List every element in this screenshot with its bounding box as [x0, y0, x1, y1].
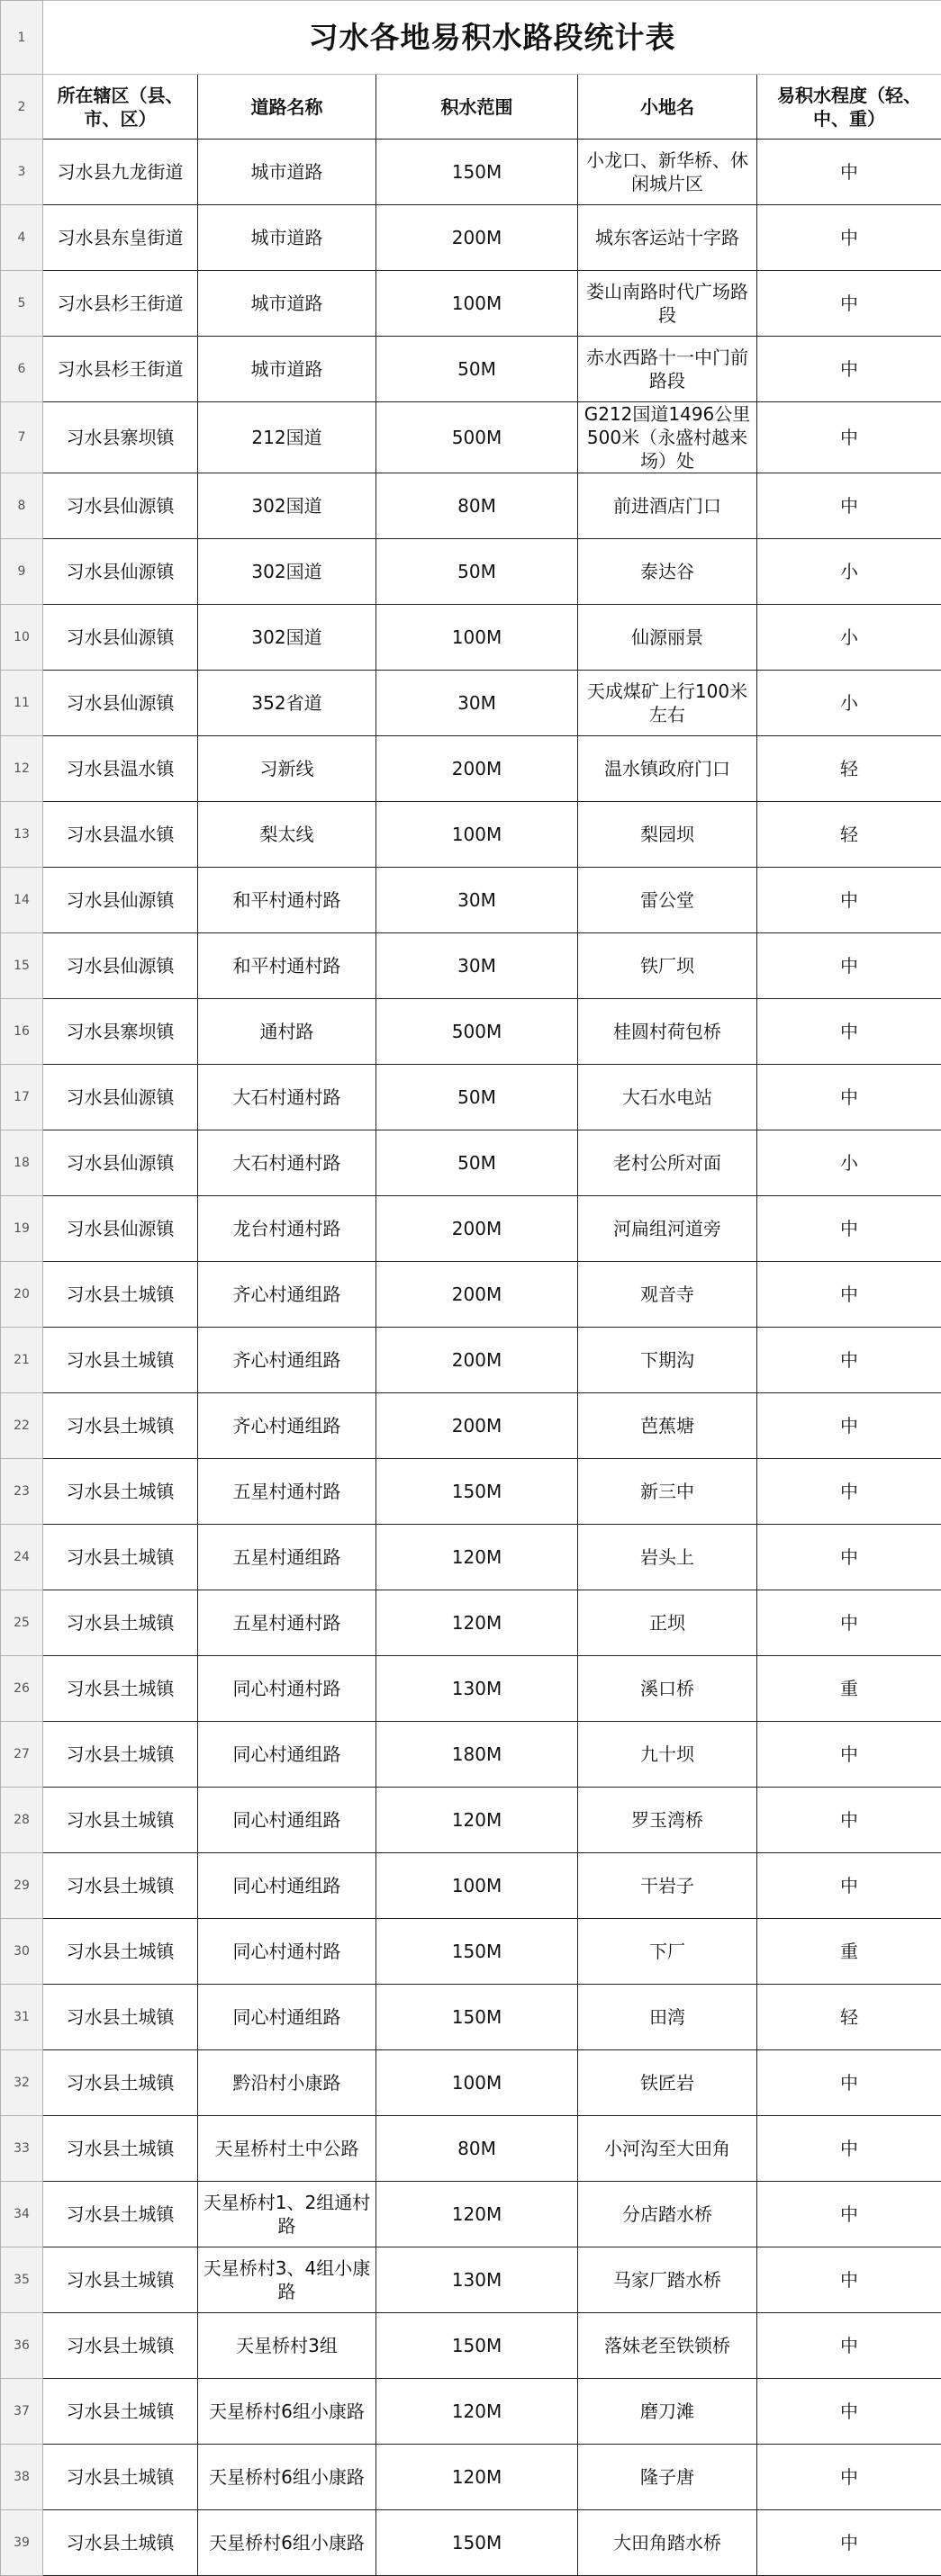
row-number[interactable]: 31	[1, 1985, 43, 2050]
cell-district[interactable]: 习水县土城镇	[43, 2247, 198, 2313]
row-number[interactable]: 32	[1, 2050, 43, 2116]
cell-place-name[interactable]: 干岩子	[578, 1853, 757, 1919]
cell-road-name[interactable]: 同心村通村路	[198, 1656, 376, 1722]
row-number[interactable]: 36	[1, 2313, 43, 2379]
cell-place-name[interactable]: 罗玉湾桥	[578, 1788, 757, 1853]
cell-road-name[interactable]: 城市道路	[198, 140, 376, 205]
cell-range[interactable]: 150M	[376, 2510, 578, 2576]
cell-severity[interactable]: 中	[757, 933, 941, 999]
cell-place-name[interactable]: 岩头上	[578, 1525, 757, 1590]
cell-severity[interactable]: 轻	[757, 802, 941, 868]
cell-severity[interactable]: 中	[757, 2445, 941, 2510]
table-row	[1, 1328, 941, 1393]
cell-road-name[interactable]: 天星桥村土中公路	[198, 2116, 376, 2182]
cell-place-name[interactable]: 磨刀滩	[578, 2379, 757, 2445]
cell-severity[interactable]: 中	[757, 1393, 941, 1459]
cell-district[interactable]: 习水县杉王街道	[43, 337, 198, 402]
cell-road-name[interactable]: 302国道	[198, 605, 376, 671]
cell-range[interactable]: 30M	[376, 868, 578, 933]
cell-road-name[interactable]: 大石村通村路	[198, 1130, 376, 1196]
cell-road-name[interactable]: 梨太线	[198, 802, 376, 868]
cell-severity[interactable]: 中	[757, 1590, 941, 1656]
row-number[interactable]: 27	[1, 1722, 43, 1788]
cell-severity[interactable]: 中	[757, 1525, 941, 1590]
title-row	[1, 1, 941, 75]
row-number[interactable]: 4	[1, 205, 43, 271]
cell-range[interactable]: 180M	[376, 1722, 578, 1788]
cell-severity[interactable]: 中	[757, 2313, 941, 2379]
cell-severity[interactable]: 中	[757, 2182, 941, 2247]
cell-range[interactable]: 120M	[376, 1525, 578, 1590]
cell-range[interactable]: 120M	[376, 1590, 578, 1656]
cell-place-name[interactable]: 观音寺	[578, 1262, 757, 1328]
cell-severity[interactable]: 中	[757, 2116, 941, 2182]
cell-range[interactable]: 30M	[376, 933, 578, 999]
cell-range[interactable]: 200M	[376, 736, 578, 802]
cell-place-name[interactable]: 马家厂踏水桥	[578, 2247, 757, 2313]
row-number[interactable]: 2	[1, 75, 43, 140]
cell-severity[interactable]: 中	[757, 473, 941, 539]
cell-severity[interactable]: 中	[757, 205, 941, 271]
cell-range[interactable]: 100M	[376, 802, 578, 868]
cell-district[interactable]: 习水县仙源镇	[43, 671, 198, 736]
cell-place-name[interactable]: 娄山南路时代广场路段	[578, 271, 757, 337]
cell-range[interactable]: 120M	[376, 2379, 578, 2445]
cell-range[interactable]: 100M	[376, 2050, 578, 2116]
cell-road-name[interactable]: 天星桥村6组小康路	[198, 2510, 376, 2576]
row-number[interactable]: 25	[1, 1590, 43, 1656]
cell-district[interactable]: 习水县土城镇	[43, 2510, 198, 2576]
cell-district[interactable]: 习水县仙源镇	[43, 868, 198, 933]
row-number[interactable]: 18	[1, 1130, 43, 1196]
cell-range[interactable]: 120M	[376, 1788, 578, 1853]
table-row	[1, 802, 941, 868]
cell-place-name[interactable]: 小河沟至大田角	[578, 2116, 757, 2182]
cell-severity[interactable]: 中	[757, 1328, 941, 1393]
cell-road-name[interactable]: 同心村通村路	[198, 1919, 376, 1985]
table-row	[1, 1065, 941, 1130]
cell-range[interactable]: 200M	[376, 205, 578, 271]
row-number[interactable]: 21	[1, 1328, 43, 1393]
cell-place-name[interactable]: 泰达谷	[578, 539, 757, 605]
cell-district[interactable]: 习水县仙源镇	[43, 1130, 198, 1196]
cell-range[interactable]: 100M	[376, 271, 578, 337]
cell-severity[interactable]: 轻	[757, 736, 941, 802]
cell-place-name[interactable]: 芭蕉塘	[578, 1393, 757, 1459]
header-row	[1, 75, 941, 140]
cell-road-name[interactable]: 大石村通村路	[198, 1065, 376, 1130]
cell-range[interactable]: 30M	[376, 671, 578, 736]
cell-district[interactable]: 习水县土城镇	[43, 1525, 198, 1590]
cell-road-name[interactable]: 五星村通村路	[198, 1459, 376, 1525]
cell-range[interactable]: 500M	[376, 402, 578, 473]
cell-place-name[interactable]: 桂圆村荷包桥	[578, 999, 757, 1065]
cell-place-name[interactable]: 溪口桥	[578, 1656, 757, 1722]
table-row	[1, 1393, 941, 1459]
cell-place-name[interactable]: 城东客运站十字路	[578, 205, 757, 271]
cell-road-name[interactable]: 城市道路	[198, 271, 376, 337]
cell-place-name[interactable]: 铁匠岩	[578, 2050, 757, 2116]
row-number[interactable]: 3	[1, 140, 43, 205]
cell-road-name[interactable]: 和平村通村路	[198, 868, 376, 933]
cell-severity[interactable]: 中	[757, 2510, 941, 2576]
cell-district[interactable]: 习水县寨坝镇	[43, 999, 198, 1065]
table-row	[1, 2050, 941, 2116]
header-place-name: 小地名	[578, 75, 757, 140]
table-row	[1, 1130, 941, 1196]
row-number[interactable]: 30	[1, 1919, 43, 1985]
table-row	[1, 1196, 941, 1262]
cell-range[interactable]: 500M	[376, 999, 578, 1065]
cell-district[interactable]: 习水县土城镇	[43, 1328, 198, 1393]
table-row	[1, 1722, 941, 1788]
cell-road-name[interactable]: 五星村通组路	[198, 1525, 376, 1590]
table-row	[1, 736, 941, 802]
cell-district[interactable]: 习水县土城镇	[43, 1393, 198, 1459]
row-number[interactable]: 8	[1, 473, 43, 539]
cell-place-name[interactable]: 梨园坝	[578, 802, 757, 868]
cell-severity[interactable]: 中	[757, 402, 941, 473]
cell-range[interactable]: 200M	[376, 1262, 578, 1328]
header-range: 积水范围	[376, 75, 578, 140]
row-number[interactable]: 38	[1, 2445, 43, 2510]
table-row	[1, 2313, 941, 2379]
cell-place-name[interactable]: 下期沟	[578, 1328, 757, 1393]
cell-road-name[interactable]: 习新线	[198, 736, 376, 802]
cell-district[interactable]: 习水县仙源镇	[43, 539, 198, 605]
cell-severity[interactable]: 轻	[757, 1985, 941, 2050]
row-number[interactable]: 23	[1, 1459, 43, 1525]
cell-road-name[interactable]: 同心村通组路	[198, 1853, 376, 1919]
cell-place-name[interactable]: 仙源丽景	[578, 605, 757, 671]
table-row	[1, 1919, 941, 1985]
row-number[interactable]: 26	[1, 1656, 43, 1722]
cell-range[interactable]: 150M	[376, 1459, 578, 1525]
row-number[interactable]: 1	[1, 1, 43, 75]
cell-district[interactable]: 习水县土城镇	[43, 1788, 198, 1853]
cell-range[interactable]: 80M	[376, 2116, 578, 2182]
cell-district[interactable]: 习水县土城镇	[43, 2116, 198, 2182]
cell-road-name[interactable]: 齐心村通组路	[198, 1262, 376, 1328]
row-number[interactable]: 9	[1, 539, 43, 605]
cell-district[interactable]: 习水县土城镇	[43, 1919, 198, 1985]
cell-severity[interactable]: 中	[757, 999, 941, 1065]
row-number[interactable]: 22	[1, 1393, 43, 1459]
cell-district[interactable]: 习水县寨坝镇	[43, 402, 198, 473]
cell-range[interactable]: 50M	[376, 1065, 578, 1130]
table-row	[1, 1853, 941, 1919]
cell-place-name[interactable]: 新三中	[578, 1459, 757, 1525]
cell-severity[interactable]: 中	[757, 868, 941, 933]
table-row	[1, 933, 941, 999]
table-row	[1, 1985, 941, 2050]
table-row	[1, 1459, 941, 1525]
cell-district[interactable]: 习水县土城镇	[43, 1656, 198, 1722]
cell-place-name[interactable]: 大石水电站	[578, 1065, 757, 1130]
row-number[interactable]: 35	[1, 2247, 43, 2313]
table-row	[1, 1525, 941, 1590]
cell-place-name[interactable]: 隆子唐	[578, 2445, 757, 2510]
table-row	[1, 473, 941, 539]
table-row	[1, 2247, 941, 2313]
table-row	[1, 271, 941, 337]
table-row	[1, 2379, 941, 2445]
row-number[interactable]: 15	[1, 933, 43, 999]
cell-range[interactable]: 150M	[376, 1985, 578, 2050]
cell-severity[interactable]: 中	[757, 1788, 941, 1853]
row-number[interactable]: 14	[1, 868, 43, 933]
cell-range[interactable]: 120M	[376, 2445, 578, 2510]
cell-district[interactable]: 习水县土城镇	[43, 1853, 198, 1919]
cell-place-name[interactable]: 分店踏水桥	[578, 2182, 757, 2247]
cell-severity[interactable]: 中	[757, 2379, 941, 2445]
cell-road-name[interactable]: 齐心村通组路	[198, 1328, 376, 1393]
cell-severity[interactable]: 中	[757, 271, 941, 337]
cell-place-name[interactable]: 河扁组河道旁	[578, 1196, 757, 1262]
cell-severity[interactable]: 小	[757, 671, 941, 736]
header-road-name: 道路名称	[198, 75, 376, 140]
cell-district[interactable]: 习水县土城镇	[43, 1262, 198, 1328]
cell-place-name[interactable]: 落妹老至铁锁桥	[578, 2313, 757, 2379]
header-severity: 易积水程度（轻、中、重）	[757, 75, 941, 140]
cell-road-name[interactable]: 天星桥村3组	[198, 2313, 376, 2379]
table-row	[1, 140, 941, 205]
cell-district[interactable]: 习水县土城镇	[43, 2313, 198, 2379]
row-number[interactable]: 17	[1, 1065, 43, 1130]
cell-road-name[interactable]: 天星桥村1、2组通村路	[198, 2182, 376, 2247]
cell-place-name[interactable]: 天成煤矿上行100米左右	[578, 671, 757, 736]
cell-severity[interactable]: 中	[757, 2247, 941, 2313]
table-row	[1, 868, 941, 933]
cell-place-name[interactable]: 温水镇政府门口	[578, 736, 757, 802]
cell-district[interactable]: 习水县东皇街道	[43, 205, 198, 271]
row-number[interactable]: 39	[1, 2510, 43, 2576]
row-number[interactable]: 13	[1, 802, 43, 868]
table-row	[1, 2510, 941, 2576]
table-row	[1, 605, 941, 671]
row-number[interactable]: 33	[1, 2116, 43, 2182]
cell-severity[interactable]: 中	[757, 1065, 941, 1130]
table-row	[1, 2116, 941, 2182]
cell-severity[interactable]: 小	[757, 605, 941, 671]
cell-road-name[interactable]: 天星桥村6组小康路	[198, 2445, 376, 2510]
cell-place-name[interactable]: 雷公堂	[578, 868, 757, 933]
table-row	[1, 1788, 941, 1853]
cell-district[interactable]: 习水县杉王街道	[43, 271, 198, 337]
cell-road-name[interactable]: 同心村通组路	[198, 1788, 376, 1853]
cell-district[interactable]: 习水县土城镇	[43, 1590, 198, 1656]
cell-road-name[interactable]: 和平村通村路	[198, 933, 376, 999]
cell-place-name[interactable]: 赤水西路十一中门前路段	[578, 337, 757, 402]
cell-district[interactable]: 习水县土城镇	[43, 1459, 198, 1525]
row-number[interactable]: 24	[1, 1525, 43, 1590]
row-number[interactable]: 20	[1, 1262, 43, 1328]
cell-range[interactable]: 50M	[376, 539, 578, 605]
cell-range[interactable]: 200M	[376, 1393, 578, 1459]
cell-severity[interactable]: 中	[757, 140, 941, 205]
cell-road-name[interactable]: 城市道路	[198, 205, 376, 271]
table-row	[1, 2445, 941, 2510]
cell-severity[interactable]: 中	[757, 1459, 941, 1525]
cell-severity[interactable]: 小	[757, 539, 941, 605]
cell-road-name[interactable]: 天星桥村6组小康路	[198, 2379, 376, 2445]
cell-road-name[interactable]: 212国道	[198, 402, 376, 473]
cell-road-name[interactable]: 龙台村通村路	[198, 1196, 376, 1262]
cell-place-name[interactable]: G212国道1496公里500米（永盛村越来场）处	[578, 402, 757, 473]
cell-district[interactable]: 习水县仙源镇	[43, 1196, 198, 1262]
cell-range[interactable]: 100M	[376, 605, 578, 671]
row-number[interactable]: 12	[1, 736, 43, 802]
cell-severity[interactable]: 中	[757, 2050, 941, 2116]
cell-district[interactable]: 习水县仙源镇	[43, 473, 198, 539]
cell-road-name[interactable]: 同心村通组路	[198, 1722, 376, 1788]
row-number[interactable]: 29	[1, 1853, 43, 1919]
cell-severity[interactable]: 中	[757, 1853, 941, 1919]
cell-range[interactable]: 50M	[376, 1130, 578, 1196]
row-number[interactable]: 5	[1, 271, 43, 337]
cell-road-name[interactable]: 302国道	[198, 473, 376, 539]
cell-district[interactable]: 习水县土城镇	[43, 2182, 198, 2247]
row-number[interactable]: 6	[1, 337, 43, 402]
table-row	[1, 539, 941, 605]
row-number[interactable]: 7	[1, 402, 43, 473]
cell-range[interactable]: 130M	[376, 1656, 578, 1722]
cell-place-name[interactable]: 下厂	[578, 1919, 757, 1985]
cell-road-name[interactable]: 同心村通组路	[198, 1985, 376, 2050]
cell-severity[interactable]: 中	[757, 1262, 941, 1328]
row-number[interactable]: 37	[1, 2379, 43, 2445]
table-row	[1, 337, 941, 402]
row-number[interactable]: 19	[1, 1196, 43, 1262]
table-row	[1, 999, 941, 1065]
table-row	[1, 1656, 941, 1722]
cell-range[interactable]: 120M	[376, 2182, 578, 2247]
header-district: 所在辖区（县、市、区）	[43, 75, 198, 140]
cell-range[interactable]: 100M	[376, 1853, 578, 1919]
cell-district[interactable]: 习水县仙源镇	[43, 1065, 198, 1130]
cell-road-name[interactable]: 黔沿村小康路	[198, 2050, 376, 2116]
row-number[interactable]: 28	[1, 1788, 43, 1853]
cell-district[interactable]: 习水县九龙街道	[43, 140, 198, 205]
cell-range[interactable]: 80M	[376, 473, 578, 539]
row-number[interactable]: 11	[1, 671, 43, 736]
row-number[interactable]: 34	[1, 2182, 43, 2247]
cell-range[interactable]: 200M	[376, 1328, 578, 1393]
table-title: 习水各地易积水路段统计表	[43, 1, 941, 75]
cell-place-name[interactable]: 铁厂坝	[578, 933, 757, 999]
cell-district[interactable]: 习水县土城镇	[43, 2379, 198, 2445]
cell-severity[interactable]: 中	[757, 337, 941, 402]
cell-district[interactable]: 习水县仙源镇	[43, 605, 198, 671]
cell-road-name[interactable]: 天星桥村3、4组小康路	[198, 2247, 376, 2313]
cell-range[interactable]: 50M	[376, 337, 578, 402]
cell-place-name[interactable]: 田湾	[578, 1985, 757, 2050]
cell-range[interactable]: 150M	[376, 2313, 578, 2379]
cell-range[interactable]: 200M	[376, 1196, 578, 1262]
cell-severity[interactable]: 中	[757, 1722, 941, 1788]
cell-severity[interactable]: 中	[757, 1196, 941, 1262]
cell-road-name[interactable]: 齐心村通组路	[198, 1393, 376, 1459]
cell-road-name[interactable]: 城市道路	[198, 337, 376, 402]
cell-district[interactable]: 习水县仙源镇	[43, 933, 198, 999]
row-number[interactable]: 10	[1, 605, 43, 671]
cell-road-name[interactable]: 352省道	[198, 671, 376, 736]
cell-district[interactable]: 习水县土城镇	[43, 1985, 198, 2050]
cell-district[interactable]: 习水县温水镇	[43, 802, 198, 868]
cell-district[interactable]: 习水县土城镇	[43, 2050, 198, 2116]
cell-place-name[interactable]: 老村公所对面	[578, 1130, 757, 1196]
cell-range[interactable]: 150M	[376, 140, 578, 205]
cell-place-name[interactable]: 小龙口、新华桥、休闲城片区	[578, 140, 757, 205]
cell-severity[interactable]: 重	[757, 1656, 941, 1722]
cell-range[interactable]: 130M	[376, 2247, 578, 2313]
cell-severity[interactable]: 小	[757, 1130, 941, 1196]
cell-road-name[interactable]: 302国道	[198, 539, 376, 605]
cell-range[interactable]: 150M	[376, 1919, 578, 1985]
cell-road-name[interactable]: 通村路	[198, 999, 376, 1065]
cell-place-name[interactable]: 前进酒店门口	[578, 473, 757, 539]
table-row	[1, 1590, 941, 1656]
table-row	[1, 402, 941, 473]
row-number[interactable]: 16	[1, 999, 43, 1065]
table-row	[1, 671, 941, 736]
cell-place-name[interactable]: 正坝	[578, 1590, 757, 1656]
table-body	[1, 1, 941, 2576]
cell-district[interactable]: 习水县土城镇	[43, 1722, 198, 1788]
table-row	[1, 2182, 941, 2247]
cell-place-name[interactable]: 九十坝	[578, 1722, 757, 1788]
cell-district[interactable]: 习水县温水镇	[43, 736, 198, 802]
cell-road-name[interactable]: 五星村通村路	[198, 1590, 376, 1656]
cell-place-name[interactable]: 大田角踏水桥	[578, 2510, 757, 2576]
table-row	[1, 205, 941, 271]
table-row	[1, 1262, 941, 1328]
cell-district[interactable]: 习水县土城镇	[43, 2445, 198, 2510]
cell-severity[interactable]: 重	[757, 1919, 941, 1985]
